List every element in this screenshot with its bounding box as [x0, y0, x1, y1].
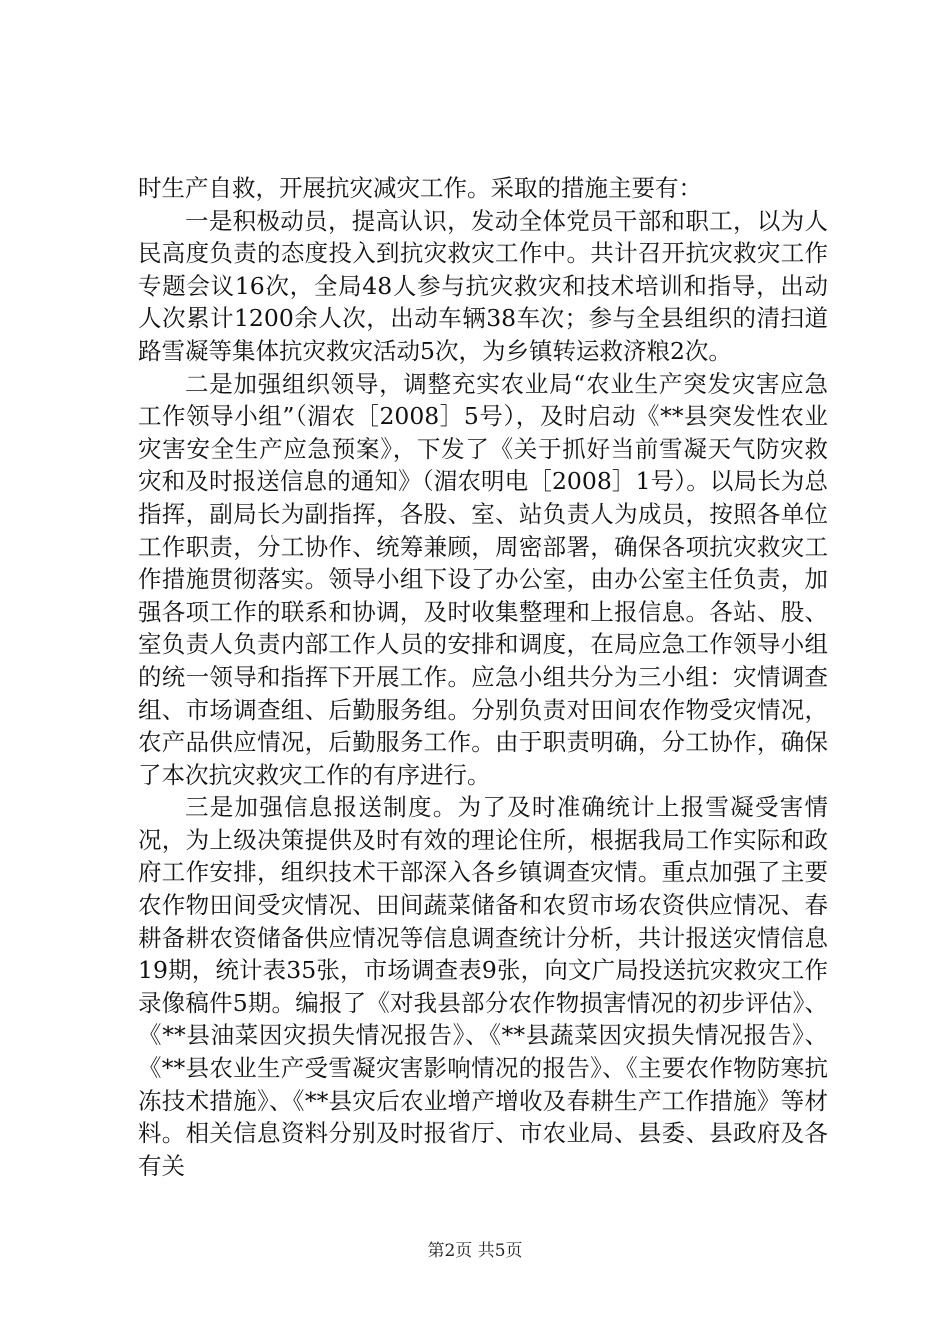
page-number-footer: 第2页 共5页 — [427, 1241, 523, 1261]
paragraph-measure-2: 二是加强组织领导，调整充实农业局“农业生产突发灾害应急工作领导小组”（湄农［2008］5号），及时启动《**县突发性农业灾害安全生产应急预案》，下发了《关于抓好当前雪凝天气防灾救灾和及时报送信息的通知》（湄农明电［2008］1号）。以局长为总指挥，副局长为副指挥，各股、室、站负责人为成员，按照各单位工作职责，分工协作、统筹兼顾，周密部署，确保各项抗灾救灾工作措施贯彻落实。领导小组下设了办公室，由办公室主任负责，加强各项工作的联系和协调，及时收集整理和上报信息。各站、股、室负责人负责内部工作人员的安排和调度，在局应急工作领导小组的统一领导和指挥下开展工作。应急小组共分为三小组：灾情调查组、市场调查组、后勤服务组。分别负责对田间农作物受灾情况，农产品供应情况，后勤服务工作。由于职责明确，分工协作，确保了本次抗灾救灾工作的有序进行。 — [138, 369, 828, 789]
paragraph-measure-3: 三是加强信息报送制度。为了及时准确统计上报雪凝受害情况，为上级决策提供及时有效的理论住所，根据我局工作实际和政府工作安排，组织技术干部深入各乡镇调查灾情。重点加强了主要农作物田间受灾情况、田间蔬菜储备和农贸市场农资供应情况、春耕备耕农资储备供应情况等信息调查统计分析，共计报送灾情信息19期，统计表35张，市场调查表9张，向文广局投送抗灾救灾工作录像稿件5期。编报了《对我县部分农作物损害情况的初步评估》、《**县油菜因灾损失情况报告》、《**县蔬菜因灾损失情况报告》、《**县农业生产受雪凝灾害影响情况的报告》、《主要农作物防寒抗冻技术措施》、《**县灾后农业增产增收及春耕生产工作措施》等材料。相关信息资料分别及时报省厅、市农业局、县委、县政府及各有关 — [138, 793, 828, 1180]
paragraph-measure-1: 一是积极动员，提高认识，发动全体党员干部和职工，以为人民高度负责的态度投入到抗灾救灾工作中。共计召开抗灾救灾工作专题会议16次，全局48人参与抗灾救灾和技术培训和指导，出动人次累计1200余人次，出动车辆38车次；参与全县组织的清扫道路雪凝等集体抗灾救灾活动5次，为乡镇转运救济粮2次。 — [138, 206, 828, 365]
document-body — [138, 172, 828, 1182]
paragraph-intro: 时生产自救，开展抗灾减灾工作。采取的措施主要有： — [138, 174, 702, 202]
